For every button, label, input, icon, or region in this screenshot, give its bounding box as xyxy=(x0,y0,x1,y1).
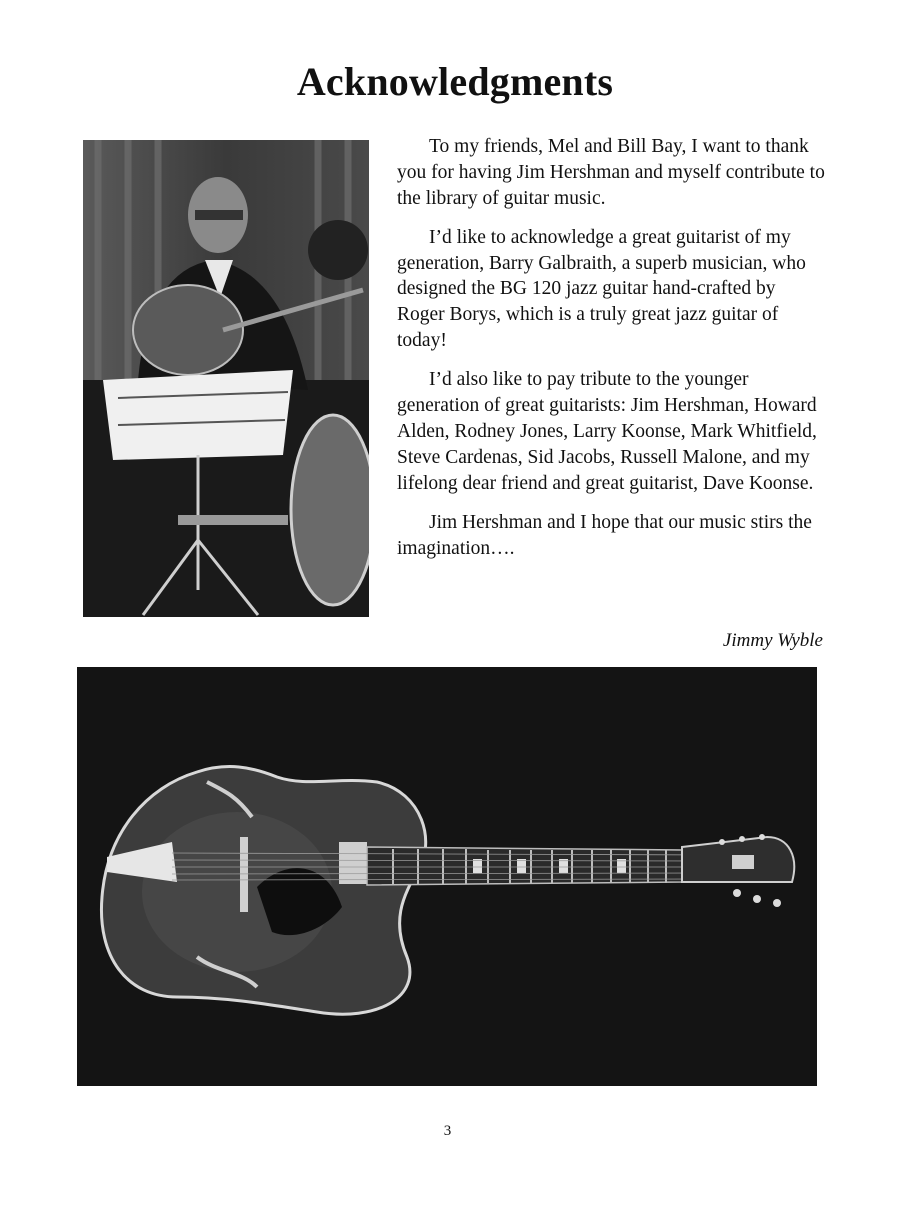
paragraph-galbraith: I’d like to acknowledge a great guitarist of my generation, Barry Galbraith, a superb musician, who designed the BG 120 jazz guitar hand-crafted by Roger Borys, which is a truly great jazz guitar of today! xyxy=(397,226,806,352)
page-number: 3 xyxy=(443,1123,452,1139)
guitarist-photo xyxy=(83,140,369,617)
guitar-photo xyxy=(77,667,817,1086)
signature: Jimmy Wyble xyxy=(722,630,823,651)
acknowledgment-text xyxy=(397,134,827,575)
page-title: Acknowledgments xyxy=(296,59,614,104)
paragraph-thanks: To my friends, Mel and Bill Bay, I want to thank you for having Jim Hershman and myself contribute to the library of guitar music. xyxy=(397,136,825,209)
paragraph-tribute: I’d also like to pay tribute to the younger generation of great guitarists: Jim Hershman, Howard Alden, Rodney Jones, Larry Koonse, Mark Whitfield, Steve Cardenas, Sid Jacobs, Russell Malone, and my lifelong dear friend and great guitarist, Dave Koonse. xyxy=(397,369,817,494)
paragraph-closing: Jim Hershman and I hope that our music stirs the imagination…. xyxy=(397,511,812,559)
